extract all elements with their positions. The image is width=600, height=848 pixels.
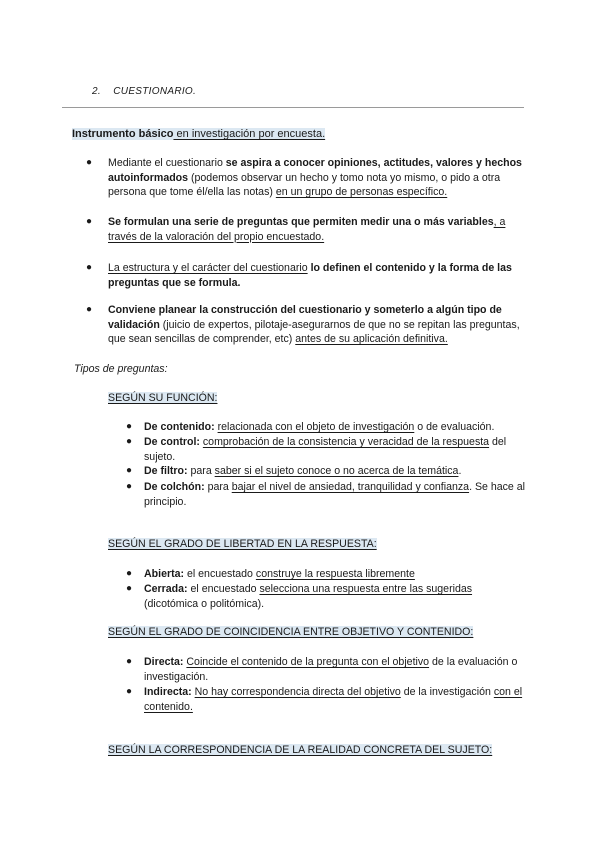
- bullet-icon: ●: [126, 568, 133, 579]
- section-title: CUESTIONARIO.: [113, 86, 197, 97]
- bullet-icon: ●: [126, 583, 133, 594]
- section-heading: [92, 86, 196, 97]
- list-item: ● Se formulan una serie de preguntas que permiten medir una o más variables, a través de la valoración del propio encuestado.: [86, 216, 506, 243]
- list-item: ● Conviene planear la construcción del cuestionario y someterlo a algún tipo de validación (juicio de expertos, pilotaje-asegurarnos de que no se repitan las preguntas, que sean sencillas de comprender, etc) antes de su aplicación definitiva.: [86, 304, 520, 346]
- intro-line: [72, 128, 325, 140]
- subsection-title: SEGÚN EL GRADO DE COINCIDENCIA ENTRE OBJETIVO Y CONTENIDO:: [108, 626, 474, 638]
- list-item: ● La estructura y el carácter del cuestionario lo definen el contenido y la forma de las preguntas que se formula.: [86, 262, 512, 289]
- intro-bold: Instrumento básico: [72, 128, 174, 140]
- list-item: ● De filtro: para saber si el sujeto conoce o no acerca de la temática.: [126, 465, 462, 477]
- bullet-icon: ●: [126, 481, 133, 492]
- list-item: ● Indirecta: No hay correspondencia directa del objetivo de la investigación con el contenido.: [126, 686, 523, 713]
- list-item: ● Cerrada: el encuestado selecciona una respuesta entre las sugeridas (dicotómica o politómica).: [126, 583, 473, 610]
- bullet-icon: ●: [126, 656, 133, 667]
- bullet-icon: ●: [126, 421, 133, 432]
- list-item: ● Mediante el cuestionario se aspira a conocer opiniones, actitudes, valores y hechos autoinformados (podemos observar un hecho y tomo nota yo mismo, o pido a otra persona que tome él/ella las notas) en un grupo de personas específico.: [86, 157, 522, 199]
- bullet-icon: ●: [86, 304, 93, 315]
- tipos-label: Tipos de preguntas:: [74, 363, 168, 375]
- list-item: ● De control: comprobación de la consistencia y veracidad de la respuesta del sujeto.: [126, 436, 507, 463]
- list-item: ● Directa: Coincide el contenido de la pregunta con el objetivo de la evaluación o investigación.: [126, 656, 518, 683]
- list-item: ● Abierta: el encuestado construye la respuesta libremente: [126, 568, 415, 580]
- horizontal-rule: [62, 107, 524, 108]
- bullet-icon: ●: [86, 262, 93, 273]
- intro-rest: en investigación por encuesta.: [173, 128, 326, 140]
- list-item: ● De contenido: relacionada con el objeto de investigación o de evaluación.: [126, 421, 495, 433]
- bullet-icon: ●: [126, 465, 133, 476]
- subsection-title: SEGÚN EL GRADO DE LIBERTAD EN LA RESPUESTA:: [108, 538, 377, 550]
- subsection-title: SEGÚN LA CORRESPONDENCIA DE LA REALIDAD CONCRETA DEL SUJETO:: [108, 744, 493, 756]
- bullet-icon: ●: [86, 216, 93, 227]
- list-item: ● De colchón: para bajar el nivel de ansiedad, tranquilidad y confianza. Se hace al principio.: [126, 481, 526, 508]
- bullet-icon: ●: [126, 686, 133, 697]
- bullet-icon: ●: [126, 436, 133, 447]
- bullet-icon: ●: [86, 157, 93, 168]
- subsection-title: SEGÚN SU FUNCIÓN:: [108, 392, 218, 404]
- section-number: 2.: [92, 86, 101, 97]
